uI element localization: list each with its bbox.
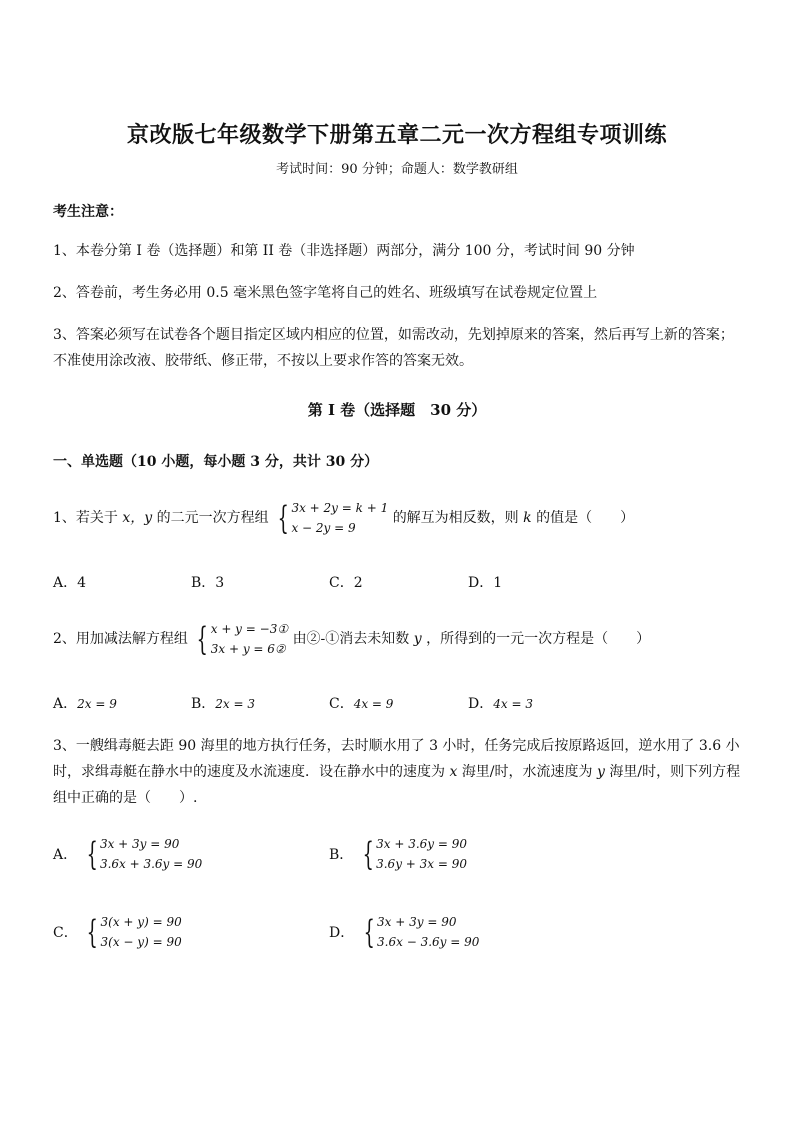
notice-rule-2: 2、答卷前，考生务必用 0.5 毫米黑色签字笔将自己的姓名、班级填写在试卷规定位置上 (53, 285, 598, 301)
q1-option-c[interactable]: C．2 (329, 575, 363, 591)
q3-text-b: 海里/时，水流速度为 (461, 764, 593, 780)
q1-eq1: 3x + 2y = k + 1 (291, 501, 389, 515)
q1-vars: x，y (122, 510, 153, 526)
exam-info: 考试时间：90 分钟；命题人：数学教研组 (276, 162, 518, 177)
q3-option-a-system: { 3x + 3y = 90 3.6x + 3.6y = 90 (86, 835, 203, 873)
q2-equation-system (192, 619, 288, 659)
q3-x: x (449, 764, 458, 780)
q3-text-c: 海里/时，则下列方程组中正确的是（ ）. (53, 764, 741, 806)
q3-option-a[interactable]: A． { 3x + 3y = 90 3.6x + 3.6y = 90 (53, 835, 203, 873)
q1-text-pre: 1、若关于 (53, 510, 118, 526)
q3-option-c[interactable]: C． { 3(x + y) = 90 3(x − y) = 90 (53, 913, 182, 951)
q2-option-c[interactable]: C．4x = 9 (329, 696, 394, 712)
q1-option-a[interactable]: A．4 (53, 575, 87, 591)
question-1 (53, 498, 634, 538)
q3-option-b[interactable]: B． { 3x + 3.6y = 90 3.6y + 3x = 90 (329, 835, 468, 873)
q2-option-a[interactable]: A．2x = 9 (53, 696, 117, 712)
brace-symbol: { (277, 499, 289, 537)
notice-rule-1: 1、本卷分第 I 卷（选择题）和第 II 卷（非选择题）两部分，满分 100 分，考试时间 90 分钟 (53, 243, 635, 259)
q1-eq2: x − 2y = 9 (291, 521, 356, 535)
section-title: 第 I 卷（选择题 30 分） (307, 401, 487, 419)
page-title: 京改版七年级数学下册第五章二元一次方程组专项训练 (126, 122, 667, 148)
q1-text-post: 的解互为相反数，则 (392, 510, 519, 526)
q3-option-d-system: { 3x + 3y = 90 3.6x − 3.6y = 90 (363, 913, 480, 951)
q1-option-d[interactable]: D．1 (468, 575, 503, 591)
q3-option-d[interactable]: D． { 3x + 3y = 90 3.6x − 3.6y = 90 (329, 913, 480, 951)
question-3 (53, 733, 743, 811)
brace-symbol: { (196, 620, 209, 658)
q1-k: k (523, 510, 532, 526)
part-heading: 一、单选题（10 小题，每小题 3 分，共计 30 分） (53, 454, 379, 470)
q2-option-b[interactable]: B．2x = 3 (191, 696, 256, 712)
q2-text-mid: 由②-①消去未知数 (292, 631, 410, 647)
q2-y: y (413, 631, 422, 647)
q3-text-a: 3、一艘缉毒艇去距 90 海里的地方执行任务，去时顺水用了 3 小时，任务完成后按原路返回，逆水用了 3.6 小时，求缉毒艇在静水中的速度及水流速度．设在静水中的速度为 (53, 738, 740, 780)
question-2 (53, 619, 650, 659)
notice-heading: 考生注意： (53, 204, 123, 220)
q3-y: y (596, 764, 605, 780)
q2-option-d[interactable]: D．4x = 3 (468, 696, 533, 712)
q1-text-end: 的值是（ ） (536, 510, 635, 526)
q2-text-end: ，所得到的一元一次方程是（ ） (426, 631, 651, 647)
q3-option-b-system: { 3x + 3.6y = 90 3.6y + 3x = 90 (362, 835, 468, 873)
q2-eq2: 3x + y = 6② (210, 642, 286, 656)
q3-option-c-system: { 3(x + y) = 90 3(x − y) = 90 (86, 913, 182, 951)
q2-eq1: x + y = −3① (210, 622, 289, 636)
notice-rule-3: 3、答案必须写在试卷各个题目指定区域内相应的位置，如需改动，先划掉原来的答案，然后再写上新的答案；不准使用涂改液、胶带纸、修正带，不按以上要求作答的答案无效。 (53, 327, 734, 369)
q1-text-mid: 的二元一次方程组 (156, 510, 269, 526)
q1-equation-system (273, 498, 388, 538)
q1-option-b[interactable]: B．3 (191, 575, 225, 591)
q2-text-pre: 2、用加减法解方程组 (53, 631, 188, 647)
